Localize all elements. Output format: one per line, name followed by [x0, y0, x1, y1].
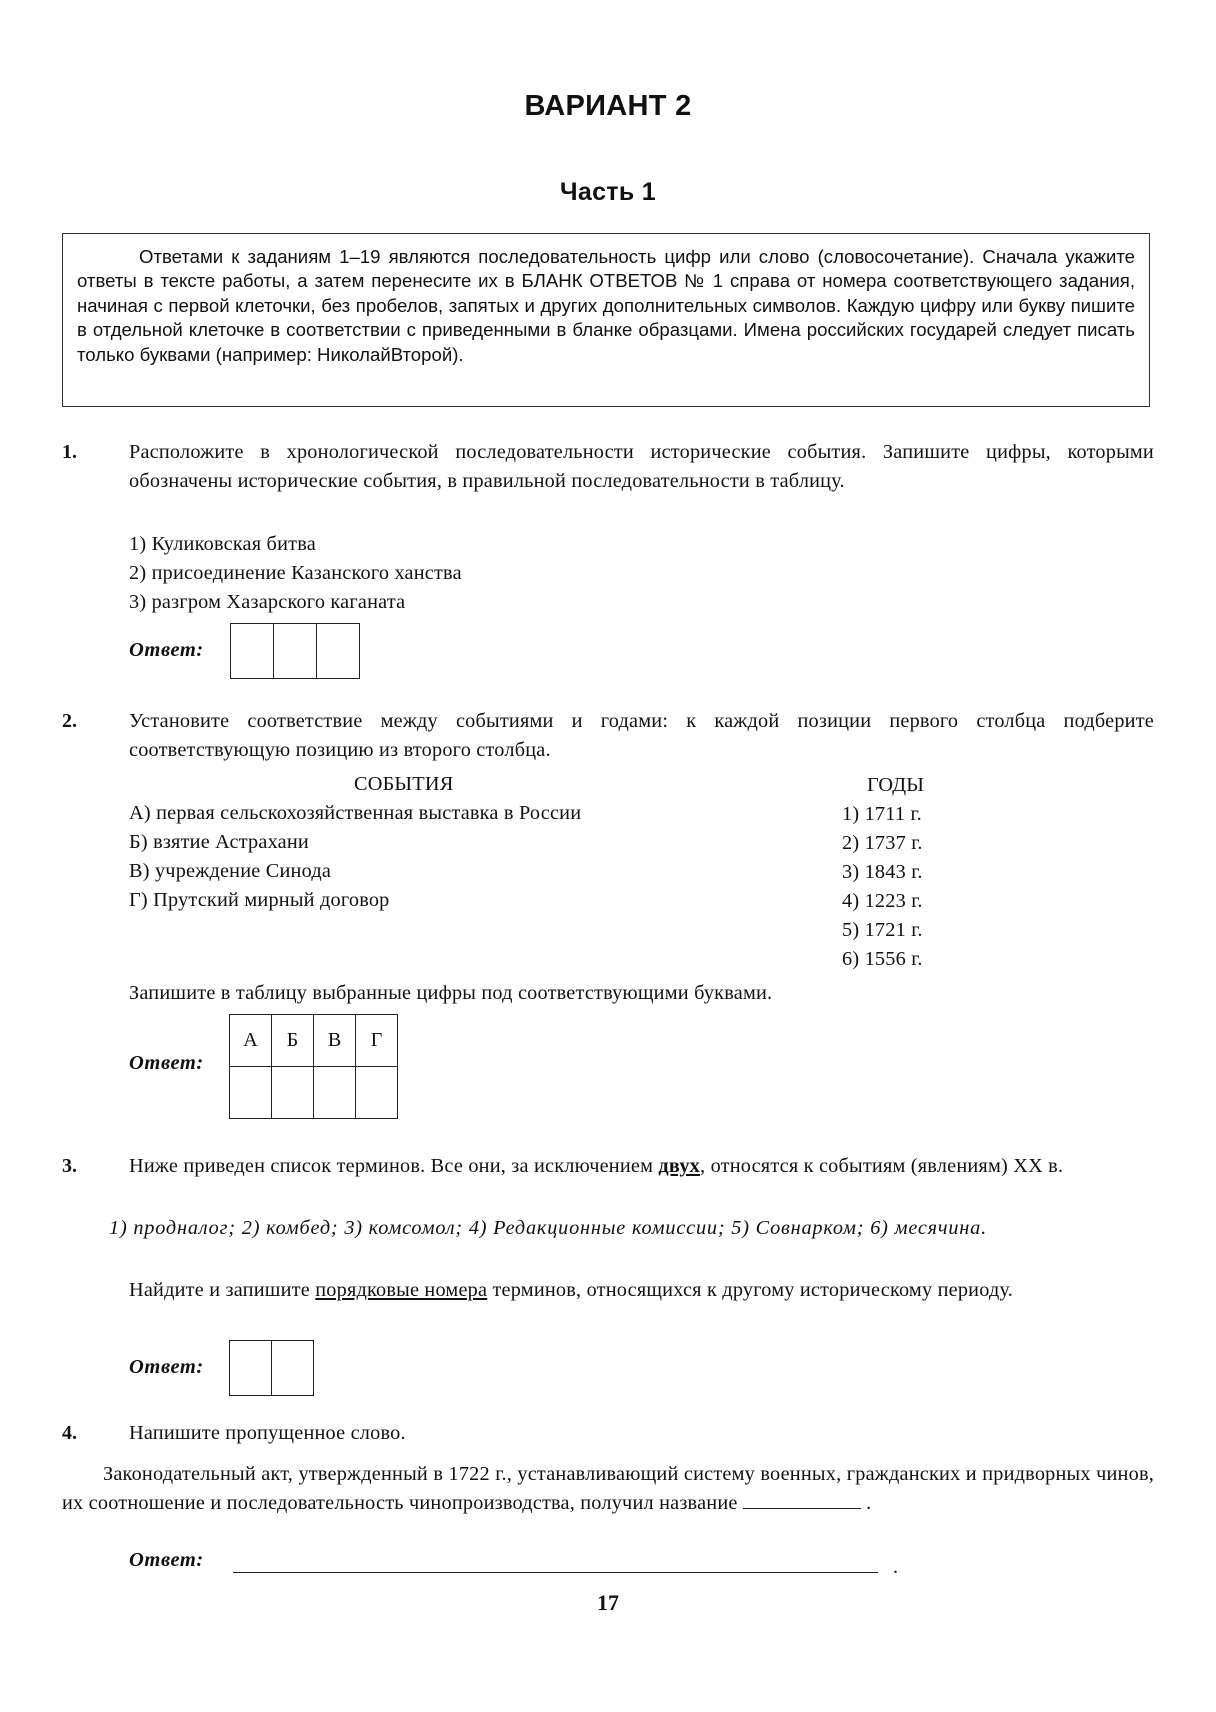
q4-inline-blank: [743, 1508, 861, 1509]
q2-instruction: Запишите в таблицу выбранные цифры под соответствующими буквами.: [129, 982, 773, 1004]
q3-find-end: терминов, относящихся к другому историческому периоду.: [487, 1279, 1014, 1301]
part-title: Часть 1: [560, 178, 656, 206]
q4-answer-label: Ответ:: [129, 1549, 204, 1571]
q2-year-2: 2) 1737 г.: [842, 832, 923, 854]
q3-answer-cell-1[interactable]: [230, 1341, 272, 1396]
q4-answer-period: .: [893, 1556, 899, 1578]
q4-text-end: .: [866, 1491, 872, 1514]
q4-text-body: Законодательный акт, утвержденный в 1722 г., устанавливающий систему военных, гражданских и придворных чинов, их соотношение и последовательность чинопроизводства, получил название: [62, 1463, 1154, 1514]
q2-year-6: 6) 1556 г.: [842, 948, 923, 970]
q1-item-2: 2) присоединение Казанского ханства: [129, 562, 462, 584]
q3-text-end: , относятся к событиям (явлениям) XX в.: [700, 1155, 1064, 1177]
q2-year-5: 5) 1721 г.: [842, 919, 923, 941]
q3-answer-grid: [229, 1340, 314, 1396]
q2-answer-cell-a[interactable]: [230, 1067, 272, 1119]
q3-number: 3.: [62, 1155, 77, 1177]
q2-event-g: Г) Прутский мирный договор: [129, 889, 390, 911]
q2-answer-cell-g[interactable]: [356, 1067, 398, 1119]
q1-answer-cell-1[interactable]: [231, 624, 274, 679]
q3-text-start: Ниже приведен список терминов. Все они, за исключением: [129, 1155, 659, 1177]
q1-item-1: 1) Куликовская битва: [129, 533, 316, 555]
q2-letter-g: Г: [356, 1015, 398, 1067]
q2-events-header: СОБЫТИЯ: [354, 773, 454, 795]
q2-text: Установите соответствие между событиями и годами: к каждой позиции первого столбца подберите соответствующую позицию из второго столбца.: [129, 710, 1154, 761]
q2-year-3: 3) 1843 г.: [842, 861, 923, 883]
instructions-text: Ответами к заданиям 1–19 являются последовательность цифр или слово (словосочетание). Сначала укажите ответы в тексте работы, а затем перенесите их в БЛАНК ОТВЕТОВ № 1 справа от номера соответствующего задания, начиная с первой клеточки, без пробелов, запятых и других дополнительных символов. Каждую цифру или букву пишите в отдельной клеточке в соответствии с приведенными в бланке образцами. Имена российских государей следует писать только буквами (например: НиколайВторой).: [77, 246, 1135, 365]
q2-answer-label: Ответ:: [129, 1052, 204, 1074]
q3-find-emphasis: порядковые номера: [315, 1279, 488, 1301]
q2-number: 2.: [62, 710, 77, 732]
q2-year-4: 4) 1223 г.: [842, 890, 923, 912]
q2-answer-cell-b[interactable]: [272, 1067, 314, 1119]
instructions-box: [62, 233, 1150, 407]
q2-letter-b: Б: [272, 1015, 314, 1067]
q2-years-header: ГОДЫ: [867, 774, 925, 796]
q2-year-1: 1) 1711 г.: [842, 803, 922, 825]
q1-text: Расположите в хронологической последовательности исторические события. Запишите цифры, которыми обозначены исторические события, в правильной последовательности в таблицу.: [129, 441, 1154, 492]
q4-answer-line[interactable]: [233, 1572, 878, 1573]
q1-answer-cell-2[interactable]: [274, 624, 317, 679]
q3-find-start: Найдите и запишите: [129, 1279, 316, 1301]
q4-title: Напишите пропущенное слово.: [129, 1422, 406, 1444]
q4-text: [62, 1460, 1154, 1517]
q2-event-v: В) учреждение Синода: [129, 860, 332, 882]
q1-item-3: 3) разгром Хазарского каганата: [129, 591, 406, 613]
q3-answer-label: Ответ:: [129, 1356, 204, 1378]
variant-title: ВАРИАНТ 2: [524, 90, 692, 122]
q2-answer-cell-v[interactable]: [314, 1067, 356, 1119]
q2-letter-a: А: [230, 1015, 272, 1067]
q3-text: [129, 1152, 1154, 1181]
q1-number: 1.: [62, 441, 77, 463]
page-number: 17: [597, 1590, 619, 1615]
q2-letter-v: В: [314, 1015, 356, 1067]
q2-event-b: Б) взятие Астрахани: [129, 831, 309, 853]
q2-event-a: А) первая сельскохозяйственная выставка в России: [129, 802, 582, 824]
q1-answer-grid: [230, 623, 360, 679]
q1-answer-cell-3[interactable]: [317, 624, 360, 679]
q3-text-emphasis: двух: [658, 1155, 701, 1177]
q2-answer-grid: [229, 1014, 398, 1119]
q3-terms: 1) продналог; 2) комбед; 3) комсомол; 4) Редакционные комиссии; 5) Совнарком; 6) месячина.: [109, 1217, 987, 1239]
q3-find-text: [129, 1276, 1154, 1305]
q4-number: 4.: [62, 1422, 77, 1444]
q1-answer-label: Ответ:: [129, 639, 204, 661]
q3-answer-cell-2[interactable]: [272, 1341, 314, 1396]
